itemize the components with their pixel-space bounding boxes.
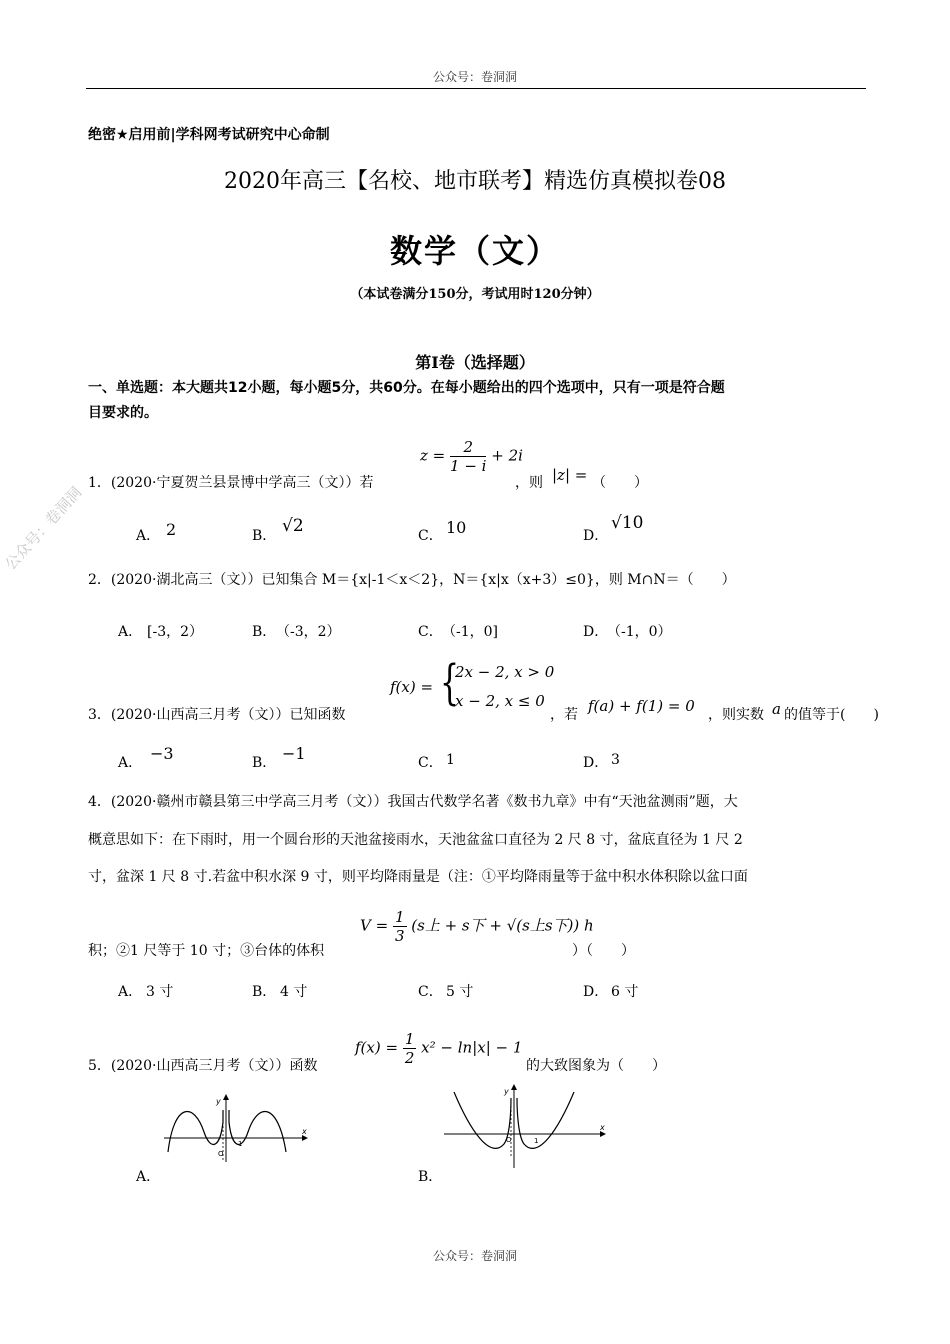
q1-formula-left: z = <box>420 446 446 465</box>
q4-line1: 4．(2020·赣州市赣县第三中学高三月考（文））我国古代数学名著《数书九章》中有“天池盆测雨”题，大 <box>88 794 738 810</box>
q3-option-d-label: D． <box>583 755 609 771</box>
q3-suffix: ，则实数 <box>708 707 764 723</box>
q5-f-rhs: x² − ln|x| − 1 <box>421 1038 523 1057</box>
q2-option-a-value: [-3，2） <box>147 624 204 640</box>
q5-option-a-graph <box>160 1092 310 1164</box>
q4-line3: 寸，盆深 1 尺 8 寸.若盆中积水深 9 寸，则平均降雨量是（注：①平均降雨量等于盆中积水体积除以盆口面 <box>88 869 748 885</box>
q5-formula <box>355 1030 522 1067</box>
q4-line4: 积；②1 尺等于 10 寸；③台体的体积 <box>88 943 325 959</box>
page-header: 公众号：卷洞洞 <box>432 70 517 84</box>
q5b-y-label: y <box>504 1087 509 1096</box>
q2-option-b-value: （-3，2） <box>276 624 341 640</box>
q4-option-b-label: B． <box>252 984 277 1000</box>
q3-var: a <box>772 700 781 718</box>
q1-option-b-value: √2 <box>282 516 304 536</box>
q5-fraction <box>403 1030 417 1067</box>
q3-f-lhs: f(x) = <box>390 678 434 696</box>
exam-title: 2020年高三【名校、地市联考】精选仿真模拟卷08 <box>224 169 726 194</box>
q5-option-b-graph <box>440 1080 610 1170</box>
q5b-origin-label: O <box>506 1136 512 1144</box>
q3-option-a-value: −3 <box>150 744 174 763</box>
q1-stem: 1．(2020·宁夏贺兰县景博中学高三（文））若 <box>88 475 374 491</box>
q3-option-d-value: 3 <box>611 752 620 768</box>
q4-paren: ）（ ） <box>572 943 635 959</box>
q3-brace: { <box>440 655 460 712</box>
q4-option-a-label: A． <box>118 984 143 1000</box>
q5a-y-arrow-icon <box>223 1094 229 1100</box>
q5-f-lhs: f(x) = <box>355 1038 399 1057</box>
page-footer: 公众号：卷洞洞 <box>432 1249 517 1263</box>
q1-paren: （ ） <box>592 475 648 491</box>
q4-option-d-value: 6 寸 <box>611 984 639 1000</box>
q1-option-d-label: D． <box>583 528 609 544</box>
q3-mid: ，若 <box>550 707 578 723</box>
q4-formula <box>360 908 594 945</box>
confidential-line: 绝密★启用前|学科网考试研究中心命制 <box>88 127 330 143</box>
q5-frac-den: 2 <box>404 1049 415 1067</box>
q2-option-d-label: D． <box>583 624 609 640</box>
q4-option-d-label: D． <box>583 984 609 1000</box>
q1-formula <box>420 438 523 475</box>
q1-formula-right: + 2i <box>491 446 523 465</box>
q1-frac-num: 2 <box>450 438 486 457</box>
q5b-tick-label: 1 <box>534 1137 539 1145</box>
q4-frac-num: 1 <box>394 908 405 926</box>
q4-frac-den: 3 <box>394 927 405 945</box>
q1-option-d-value: √10 <box>611 513 644 533</box>
watermark: 公众号：卷洞洞 <box>1 483 86 574</box>
q1-option-b-label: B． <box>252 528 277 544</box>
q4-v-lhs: V = <box>360 916 389 935</box>
q1-frac-den: 1 − i <box>450 457 487 475</box>
q5a-origin-label: O <box>218 1150 224 1158</box>
q3-case2: x − 2, x ≤ 0 <box>455 692 545 710</box>
q2-option-c-label: C． <box>418 624 443 640</box>
q5-option-b-label: B． <box>418 1169 443 1185</box>
q2-option-d-value: （-1，0） <box>607 624 672 640</box>
q1-fraction <box>450 438 486 475</box>
q5a-y-label: y <box>216 1097 221 1106</box>
q1-option-a-value: 2 <box>166 520 177 539</box>
q1-option-a-label: A． <box>136 528 161 544</box>
q4-v-body: (s上 + s下 + √(s上s下)) h <box>411 916 594 935</box>
q3-option-c-label: C． <box>418 755 443 771</box>
q1-option-c-label: C． <box>418 528 443 544</box>
q3-option-a-label: A． <box>118 755 143 771</box>
q4-fraction <box>393 908 407 945</box>
q5-frac-num: 1 <box>404 1030 415 1048</box>
q3-option-c-value: 1 <box>446 752 455 768</box>
q2-stem: 2．(2020·湖北高三（文））已知集合 M＝{x|-1＜x＜2}，N＝{x|x（x+3）≤0}，则 M∩N＝（ ） <box>88 572 736 588</box>
q4-option-a-value: 3 寸 <box>146 984 174 1000</box>
q2-option-a-label: A． <box>118 624 143 640</box>
q3-case1: 2x − 2, x > 0 <box>455 663 555 681</box>
q4-option-b-value: 4 寸 <box>280 984 308 1000</box>
q5a-x-label: x <box>302 1127 307 1136</box>
q5b-x-label: x <box>600 1123 605 1132</box>
q5-option-a-label: A． <box>136 1169 161 1185</box>
q2-option-b-label: B． <box>252 624 277 640</box>
q1-option-c-value: 10 <box>446 518 467 537</box>
part-heading-line1: 一、单选题：本大题共12小题，每小题5分，共60分。在每小题给出的四个选项中，只有一项是符合题 <box>88 380 725 396</box>
q3-option-b-label: B． <box>252 755 277 771</box>
q2-option-c-value: （-1，0] <box>442 624 499 640</box>
q5-stem: 5．(2020·山西高三月考（文））函数 <box>88 1058 318 1074</box>
q3-condition: f(a) + f(1) = 0 <box>588 697 695 715</box>
header-rule <box>86 88 866 89</box>
q4-option-c-label: C． <box>418 984 443 1000</box>
q5b-y-arrow-icon <box>511 1084 517 1090</box>
q1-mid: ，则 <box>515 475 543 491</box>
exam-note: （本试卷满分150分，考试用时120分钟） <box>350 287 600 302</box>
subject-title: 数学（文） <box>389 232 560 270</box>
q1-abs-z: |z| = <box>552 466 588 484</box>
q3-end: 的值等于( ) <box>784 707 879 723</box>
q4-line2: 概意思如下：在下雨时，用一个圆台形的天池盆接雨水，天池盆盆口直径为 2 尺 8 寸，盆底直径为 1 尺 2 <box>88 832 743 848</box>
q3-stem: 3．(2020·山西高三月考（文））已知函数 <box>88 707 346 723</box>
q5a-curve <box>168 1110 286 1152</box>
part-heading-line2: 目要求的。 <box>88 405 158 421</box>
q5-suffix: 的大致图象为（ ） <box>526 1058 666 1074</box>
q3-option-b-value: −1 <box>282 744 306 763</box>
q5a-tick-label: 1 <box>238 1140 243 1148</box>
q4-option-c-value: 5 寸 <box>446 984 474 1000</box>
section-title: 第Ⅰ卷（选择题） <box>415 353 535 372</box>
